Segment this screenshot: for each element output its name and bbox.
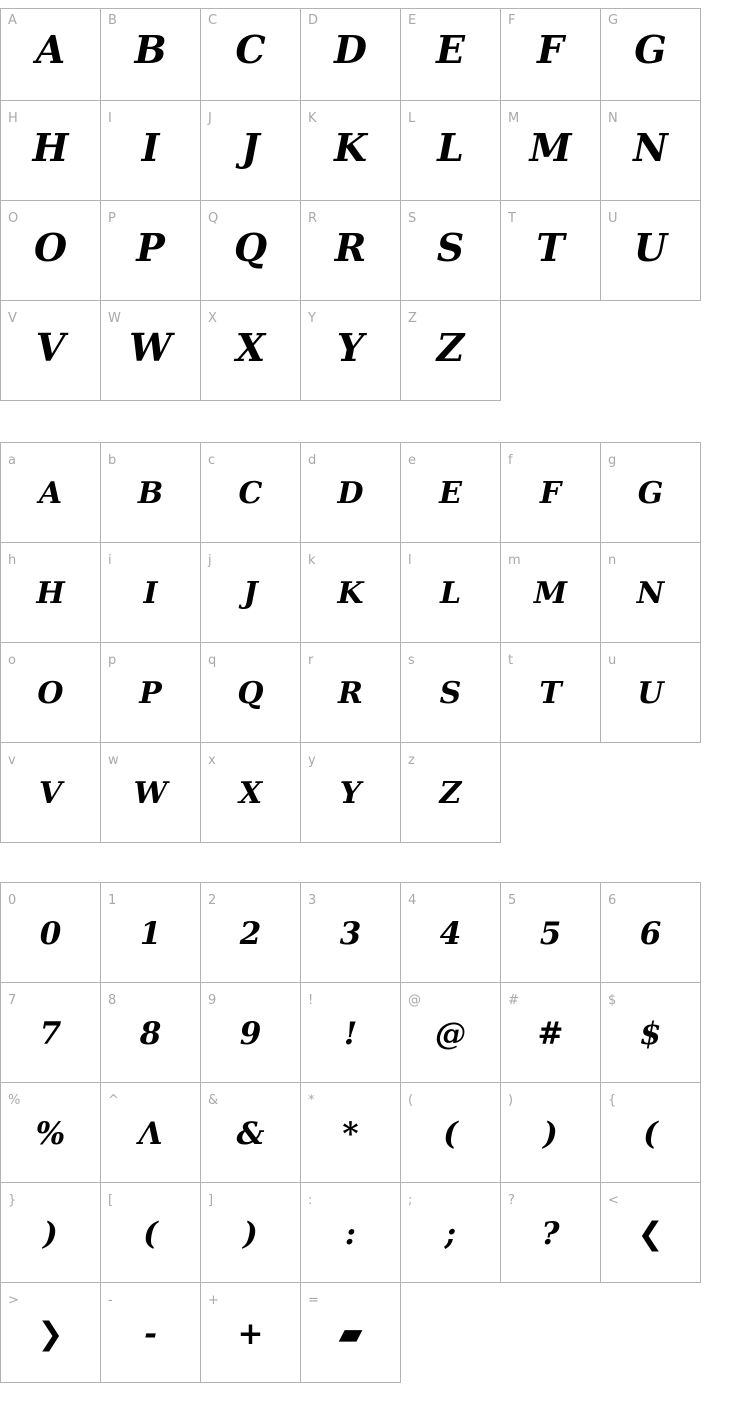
glyph-cell <box>301 983 401 1083</box>
cell-character-label: A <box>8 13 17 28</box>
cell-glyph: 6 <box>639 916 662 952</box>
glyph-cell <box>601 883 701 983</box>
glyph-cell <box>1 1283 101 1383</box>
cell-character-label: 7 <box>8 993 17 1008</box>
cell-character-label: H <box>8 111 18 126</box>
glyph-cell <box>101 883 201 983</box>
glyph-cell <box>101 1183 201 1283</box>
cell-glyph: N <box>633 125 668 170</box>
cell-character-label: f <box>508 453 513 468</box>
glyph-cell <box>1 101 101 201</box>
cell-character-label: h <box>8 553 17 568</box>
glyph-cell <box>101 743 201 843</box>
cell-character-label: i <box>108 553 112 568</box>
cell-character-label: k <box>308 553 316 568</box>
cell-glyph: Q <box>233 225 268 270</box>
glyph-cell <box>401 643 501 743</box>
glyph-cell <box>301 201 401 301</box>
cell-glyph: T <box>536 225 565 270</box>
glyph-cell <box>401 101 501 201</box>
glyph-cell <box>301 543 401 643</box>
cell-character-label: 1 <box>108 893 117 908</box>
glyph-cell <box>401 983 501 1083</box>
cell-character-label: Y <box>308 311 316 326</box>
cell-glyph: W <box>133 776 168 811</box>
cell-glyph: B <box>137 476 164 511</box>
glyph-cell <box>201 643 301 743</box>
cell-character-label: N <box>608 111 618 126</box>
cell-glyph: J <box>243 576 258 611</box>
cell-character-label: p <box>108 653 117 668</box>
cell-glyph: Y <box>339 776 362 811</box>
cell-character-label: & <box>208 1093 219 1108</box>
glyph-cell <box>601 101 701 201</box>
cell-glyph: M <box>529 125 572 170</box>
glyph-cell <box>301 1083 401 1183</box>
cell-glyph: - <box>144 1316 157 1352</box>
cell-glyph: S <box>436 225 465 270</box>
glyph-cell <box>201 543 301 643</box>
cell-character-label: D <box>308 13 319 28</box>
cell-glyph: ) <box>243 1216 258 1252</box>
cell-character-label: < <box>608 1193 619 1208</box>
cell-character-label: ! <box>308 993 314 1008</box>
cell-character-label: * <box>308 1093 315 1108</box>
cell-character-label: 4 <box>408 893 417 908</box>
cell-glyph: K <box>333 125 368 170</box>
lowercase-letters-grid <box>0 442 701 843</box>
cell-character-label: d <box>308 453 317 468</box>
cell-glyph: ( <box>643 1116 658 1152</box>
cell-glyph: F <box>539 476 562 511</box>
cell-glyph: @ <box>435 1016 466 1052</box>
glyph-cell <box>1 1083 101 1183</box>
cell-glyph: 9 <box>239 1016 262 1052</box>
cell-character-label: ^ <box>108 1093 119 1108</box>
glyph-cell <box>301 643 401 743</box>
cell-glyph: ) <box>543 1116 558 1152</box>
cell-glyph: ? <box>541 1216 560 1252</box>
cell-glyph: X <box>238 776 263 811</box>
cell-character-label: 2 <box>208 893 217 908</box>
glyph-cell <box>101 9 201 101</box>
cell-character-label: x <box>208 753 216 768</box>
glyph-cell <box>501 543 601 643</box>
cell-character-label: L <box>408 111 416 126</box>
cell-glyph: ) <box>43 1216 58 1252</box>
glyph-cell <box>101 983 201 1083</box>
cell-character-label: J <box>208 111 212 126</box>
cell-glyph: ❯ <box>37 1316 64 1352</box>
cell-character-label: P <box>108 211 116 226</box>
glyph-cell <box>1 743 101 843</box>
cell-character-label: O <box>8 211 19 226</box>
cell-character-label: e <box>408 453 416 468</box>
glyph-cell <box>501 883 601 983</box>
cell-glyph: D <box>334 27 367 72</box>
cell-glyph: U <box>633 225 668 270</box>
cell-glyph: G <box>637 476 664 511</box>
cell-glyph: ▰ <box>338 1316 363 1352</box>
cell-character-label: W <box>108 311 121 326</box>
cell-glyph: * <box>342 1116 359 1152</box>
cell-character-label: ] <box>208 1193 214 1208</box>
cell-character-label: $ <box>608 993 617 1008</box>
cell-glyph: 3 <box>339 916 362 952</box>
cell-character-label: G <box>608 13 619 28</box>
cell-character-label: [ <box>108 1193 114 1208</box>
cell-glyph: D <box>337 476 364 511</box>
glyph-cell <box>1 1183 101 1283</box>
glyph-cell <box>401 883 501 983</box>
cell-character-label: b <box>108 453 117 468</box>
glyph-cell <box>301 883 401 983</box>
cell-glyph: V <box>35 325 66 370</box>
uppercase-letters-grid <box>0 8 701 401</box>
cell-glyph: W <box>129 325 172 370</box>
cell-glyph: ( <box>143 1216 158 1252</box>
cell-character-label: ? <box>508 1193 515 1208</box>
cell-glyph: ( <box>443 1116 458 1152</box>
cell-character-label: - <box>108 1293 113 1308</box>
cell-glyph: 0 <box>39 916 62 952</box>
cell-character-label: m <box>508 553 521 568</box>
glyph-cell <box>301 743 401 843</box>
cell-glyph: O <box>33 225 68 270</box>
cell-glyph: 2 <box>239 916 262 952</box>
glyph-cell <box>501 443 601 543</box>
cell-glyph: : <box>344 1216 357 1252</box>
cell-glyph: Q <box>237 676 264 711</box>
cell-character-label: F <box>508 13 516 28</box>
cell-character-label: ( <box>408 1093 414 1108</box>
glyph-cell <box>401 301 501 401</box>
glyph-cell <box>501 983 601 1083</box>
glyph-cell <box>301 9 401 101</box>
glyph-cell <box>401 443 501 543</box>
glyph-cell <box>601 201 701 301</box>
cell-glyph: % <box>35 1116 66 1152</box>
cell-glyph: R <box>334 225 367 270</box>
cell-glyph: P <box>136 225 165 270</box>
cell-character-label: w <box>108 753 119 768</box>
cell-character-label: o <box>8 653 16 668</box>
glyph-cell <box>601 9 701 101</box>
cell-character-label: y <box>308 753 316 768</box>
cell-glyph: E <box>439 476 462 511</box>
glyph-cell <box>1 201 101 301</box>
glyph-cell <box>101 643 201 743</box>
cell-character-label: E <box>408 13 417 28</box>
cell-character-label: % <box>8 1093 21 1108</box>
glyph-cell <box>201 743 301 843</box>
cell-glyph: + <box>237 1316 264 1352</box>
cell-glyph: $ <box>639 1016 662 1052</box>
cell-glyph: Y <box>336 325 365 370</box>
cell-glyph: & <box>236 1116 265 1152</box>
glyph-cell <box>401 201 501 301</box>
cell-character-label: V <box>8 311 17 326</box>
glyph-cell <box>301 1183 401 1283</box>
glyph-cell <box>201 301 301 401</box>
glyph-cell <box>401 9 501 101</box>
glyph-cell <box>101 101 201 201</box>
cell-character-label: Q <box>208 211 219 226</box>
cell-character-label: 0 <box>8 893 17 908</box>
glyph-cell <box>301 1283 401 1383</box>
cell-glyph: P <box>139 676 162 711</box>
cell-glyph: 7 <box>39 1016 62 1052</box>
cell-glyph: Z <box>436 325 465 370</box>
cell-character-label: g <box>608 453 617 468</box>
glyph-cell <box>601 1183 701 1283</box>
cell-glyph: O <box>37 676 64 711</box>
cell-character-label: U <box>608 211 618 226</box>
cell-glyph: Z <box>439 776 462 811</box>
glyph-cell <box>101 443 201 543</box>
glyph-cell <box>1 883 101 983</box>
glyph-cell <box>201 1283 301 1383</box>
cell-character-label: 6 <box>608 893 617 908</box>
cell-glyph: C <box>235 27 266 72</box>
cell-character-label: s <box>408 653 415 668</box>
cell-character-label: r <box>308 653 314 668</box>
cell-glyph: L <box>439 576 462 611</box>
cell-character-label: B <box>108 13 117 28</box>
cell-glyph: A <box>35 27 66 72</box>
cell-glyph: K <box>337 576 364 611</box>
character-map <box>0 8 740 1383</box>
cell-character-label: v <box>8 753 16 768</box>
cell-glyph: 1 <box>139 916 162 952</box>
glyph-cell <box>201 1183 301 1283</box>
cell-character-label: 5 <box>508 893 517 908</box>
cell-character-label: t <box>508 653 514 668</box>
glyph-cell <box>1 543 101 643</box>
cell-character-label: c <box>208 453 216 468</box>
cell-character-label: n <box>608 553 617 568</box>
cell-character-label: C <box>208 13 218 28</box>
cell-character-label: j <box>208 553 212 568</box>
cell-glyph: S <box>439 676 462 711</box>
cell-glyph: G <box>634 27 667 72</box>
cell-glyph: L <box>437 125 464 170</box>
cell-glyph: H <box>32 125 69 170</box>
glyph-cell <box>101 201 201 301</box>
cell-glyph: 4 <box>439 916 462 952</box>
cell-character-label: + <box>208 1293 219 1308</box>
cell-character-label: = <box>308 1293 319 1308</box>
cell-character-label: u <box>608 653 617 668</box>
cell-glyph: M <box>533 576 568 611</box>
glyph-cell <box>201 883 301 983</box>
glyph-cell <box>301 443 401 543</box>
glyph-cell <box>1 983 101 1083</box>
cell-character-label: 8 <box>108 993 117 1008</box>
cell-glyph: U <box>637 676 664 711</box>
cell-glyph: B <box>134 27 167 72</box>
glyph-cell <box>601 643 701 743</box>
glyph-cell <box>501 9 601 101</box>
cell-character-label: q <box>208 653 217 668</box>
cell-glyph: T <box>539 676 562 711</box>
cell-glyph: 8 <box>139 1016 162 1052</box>
cell-character-label: ) <box>508 1093 514 1108</box>
cell-glyph: C <box>238 476 263 511</box>
glyph-cell <box>101 301 201 401</box>
cell-glyph: F <box>537 27 564 72</box>
glyph-cell <box>201 101 301 201</box>
glyph-cell <box>501 643 601 743</box>
cell-character-label: T <box>508 211 516 226</box>
cell-character-label: ; <box>408 1193 413 1208</box>
glyph-cell <box>101 543 201 643</box>
cell-character-label: a <box>8 453 16 468</box>
cell-character-label: M <box>508 111 520 126</box>
glyph-cell <box>401 1183 501 1283</box>
cell-character-label: Z <box>408 311 417 326</box>
glyph-cell <box>301 101 401 201</box>
cell-character-label: 3 <box>308 893 317 908</box>
glyph-cell <box>301 301 401 401</box>
cell-glyph: R <box>338 676 363 711</box>
glyph-cell <box>1 9 101 101</box>
cell-character-label: @ <box>408 993 421 1008</box>
glyph-cell <box>601 983 701 1083</box>
cell-glyph: # <box>537 1016 564 1052</box>
glyph-cell <box>201 9 301 101</box>
cell-glyph: I <box>141 125 160 170</box>
numbers-symbols-grid <box>0 882 701 1383</box>
glyph-cell <box>1 301 101 401</box>
glyph-cell <box>601 1083 701 1183</box>
cell-character-label: I <box>108 111 112 126</box>
cell-glyph: E <box>436 27 465 72</box>
cell-character-label: 9 <box>208 993 217 1008</box>
glyph-cell <box>201 983 301 1083</box>
cell-character-label: } <box>8 1193 17 1208</box>
glyph-cell <box>501 201 601 301</box>
glyph-cell <box>201 443 301 543</box>
cell-character-label: S <box>408 211 417 226</box>
glyph-cell <box>1 643 101 743</box>
cell-glyph: J <box>241 125 260 170</box>
cell-character-label: K <box>308 111 317 126</box>
cell-glyph: Λ <box>138 1116 163 1152</box>
cell-character-label: R <box>308 211 318 226</box>
glyph-cell <box>401 543 501 643</box>
cell-glyph: ! <box>343 1016 358 1052</box>
cell-character-label: : <box>308 1193 313 1208</box>
glyph-cell <box>201 201 301 301</box>
glyph-cell <box>401 1083 501 1183</box>
cell-glyph: V <box>38 776 63 811</box>
glyph-cell <box>1 443 101 543</box>
cell-glyph: A <box>38 476 63 511</box>
glyph-cell <box>501 1083 601 1183</box>
cell-character-label: > <box>8 1293 19 1308</box>
glyph-cell <box>201 1083 301 1183</box>
cell-glyph: ❮ <box>637 1216 664 1252</box>
cell-glyph: X <box>235 325 266 370</box>
cell-character-label: # <box>508 993 519 1008</box>
cell-character-label: { <box>608 1093 617 1108</box>
cell-glyph: ; <box>444 1216 457 1252</box>
glyph-cell <box>601 543 701 643</box>
glyph-cell <box>501 101 601 201</box>
glyph-cell <box>601 443 701 543</box>
cell-glyph: N <box>636 576 665 611</box>
glyph-cell <box>101 1283 201 1383</box>
glyph-cell <box>401 743 501 843</box>
cell-glyph: I <box>143 576 158 611</box>
cell-glyph: 5 <box>539 916 562 952</box>
cell-glyph: H <box>36 576 65 611</box>
glyph-cell <box>101 1083 201 1183</box>
cell-character-label: l <box>408 553 412 568</box>
cell-character-label: X <box>208 311 217 326</box>
glyph-cell <box>501 1183 601 1283</box>
cell-character-label: z <box>408 753 415 768</box>
